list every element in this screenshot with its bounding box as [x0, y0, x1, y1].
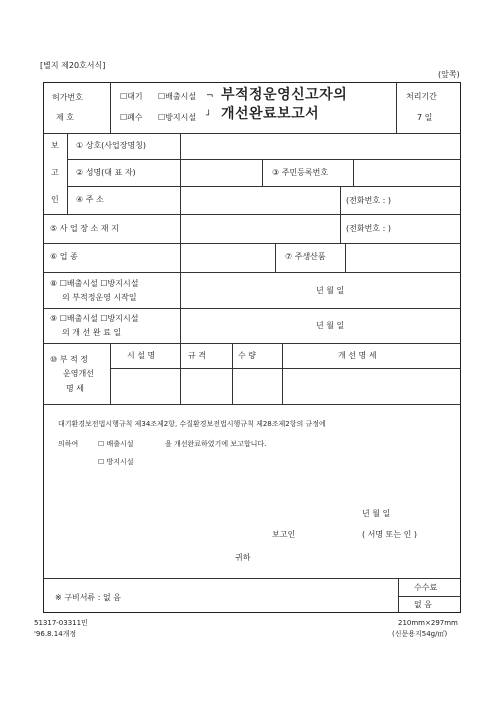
completion-date-label-line2: 의 개 선 완 료 일 — [62, 328, 122, 337]
column-specification: 규 격 — [188, 351, 206, 360]
statement-suffix: 을 개선완료하였기에 보고합니다. — [165, 440, 267, 448]
column-improvement-details: 개 선 명 세 — [338, 351, 377, 360]
site-phone-label: (전화번호 : ) — [346, 224, 391, 233]
column-quantity: 수 량 — [238, 351, 256, 360]
address-phone-label: (전화번호 : ) — [346, 196, 391, 205]
details-label-line2: 운영개선 — [63, 369, 94, 378]
document-title-line1: 부적정운영신고자의 — [221, 87, 348, 103]
main-product-label: ⑦ 주생산품 — [285, 252, 326, 261]
site-location-label: ⑤ 사 업 장 소 재 지 — [50, 224, 119, 233]
paper-type: (신문용지54g/㎡) — [392, 630, 448, 638]
business-type-label: ⑥ 업 종 — [50, 252, 78, 261]
start-date-label-line2: 의 부적정운영 시작일 — [62, 293, 137, 302]
address-label: ④ 주 소 — [76, 195, 104, 204]
statement-option-emission: ☐ 배출시설 — [98, 440, 134, 448]
details-label-line1: ⑩ 부 적 정 — [50, 355, 88, 364]
completion-date-label-line1: ⑨ ☐배출시설 ☐방지시설 — [50, 314, 139, 323]
representative-name-label: ② 성명(대 표 자) — [76, 168, 136, 177]
front-side-label: (앞쪽) — [438, 70, 460, 79]
option-air: ☐대기 — [120, 92, 143, 101]
completion-date-value: 년 월 일 — [316, 321, 345, 330]
fee-label: 수수료 — [414, 583, 438, 592]
permit-number-label: 허가번호 — [52, 93, 83, 102]
report-date: 년 월 일 — [362, 509, 391, 518]
details-label-line3: 명 세 — [66, 384, 84, 393]
reporter-side-char1: 보 — [51, 141, 59, 150]
reporter-side-char2: 고 — [51, 168, 59, 177]
bracket-bottom-icon: ┘ — [206, 111, 212, 121]
start-date-label-line1: ⑧ ☐배출시설 ☐방지시설 — [50, 279, 139, 288]
statement-prefix: 의하여 — [58, 440, 79, 448]
addressee-label: 귀하 — [235, 553, 251, 562]
option-emission: ☐배출시설 — [158, 92, 197, 101]
revision-date: '96.8.14개정 — [34, 630, 77, 638]
company-name-label: ① 상호(사업장명칭) — [76, 141, 147, 150]
resident-number-label: ③ 주민등록번호 — [272, 168, 329, 177]
statement-line1: 대기환경보전법시행규칙 제34조제2항, 수질환경보전법시행규칙 제28조제2항의 규정에 — [58, 420, 326, 428]
paper-size: 210mm×297mm — [398, 619, 458, 627]
reporter-side-char3: 인 — [51, 195, 59, 204]
start-date-value: 년 월 일 — [316, 286, 345, 295]
document-title-line2: 개선완료보고서 — [221, 106, 320, 122]
required-documents-note: ※ 구비서류 : 없 음 — [55, 593, 121, 602]
fee-value: 없 음 — [414, 600, 432, 609]
option-prevention: ☐방지시설 — [158, 113, 197, 122]
option-water: ☐폐수 — [120, 113, 143, 122]
processing-period-label: 처리기간 — [406, 92, 437, 101]
statement-option-prevention: ☐ 방지시설 — [98, 458, 134, 466]
permit-number-sub: 제 호 — [56, 113, 74, 122]
column-facility-name: 시 설 명 — [127, 351, 156, 360]
signature-hint: ( 서명 또는 인 ) — [362, 530, 418, 539]
bracket-top-icon: ¬ — [206, 91, 214, 101]
processing-period-value: 7 일 — [417, 113, 433, 122]
form-code: 51317-03311민 — [34, 619, 88, 627]
form-number-label: [별지 제20호서식] — [40, 61, 106, 70]
reporter-label: 보고인 — [272, 530, 296, 539]
